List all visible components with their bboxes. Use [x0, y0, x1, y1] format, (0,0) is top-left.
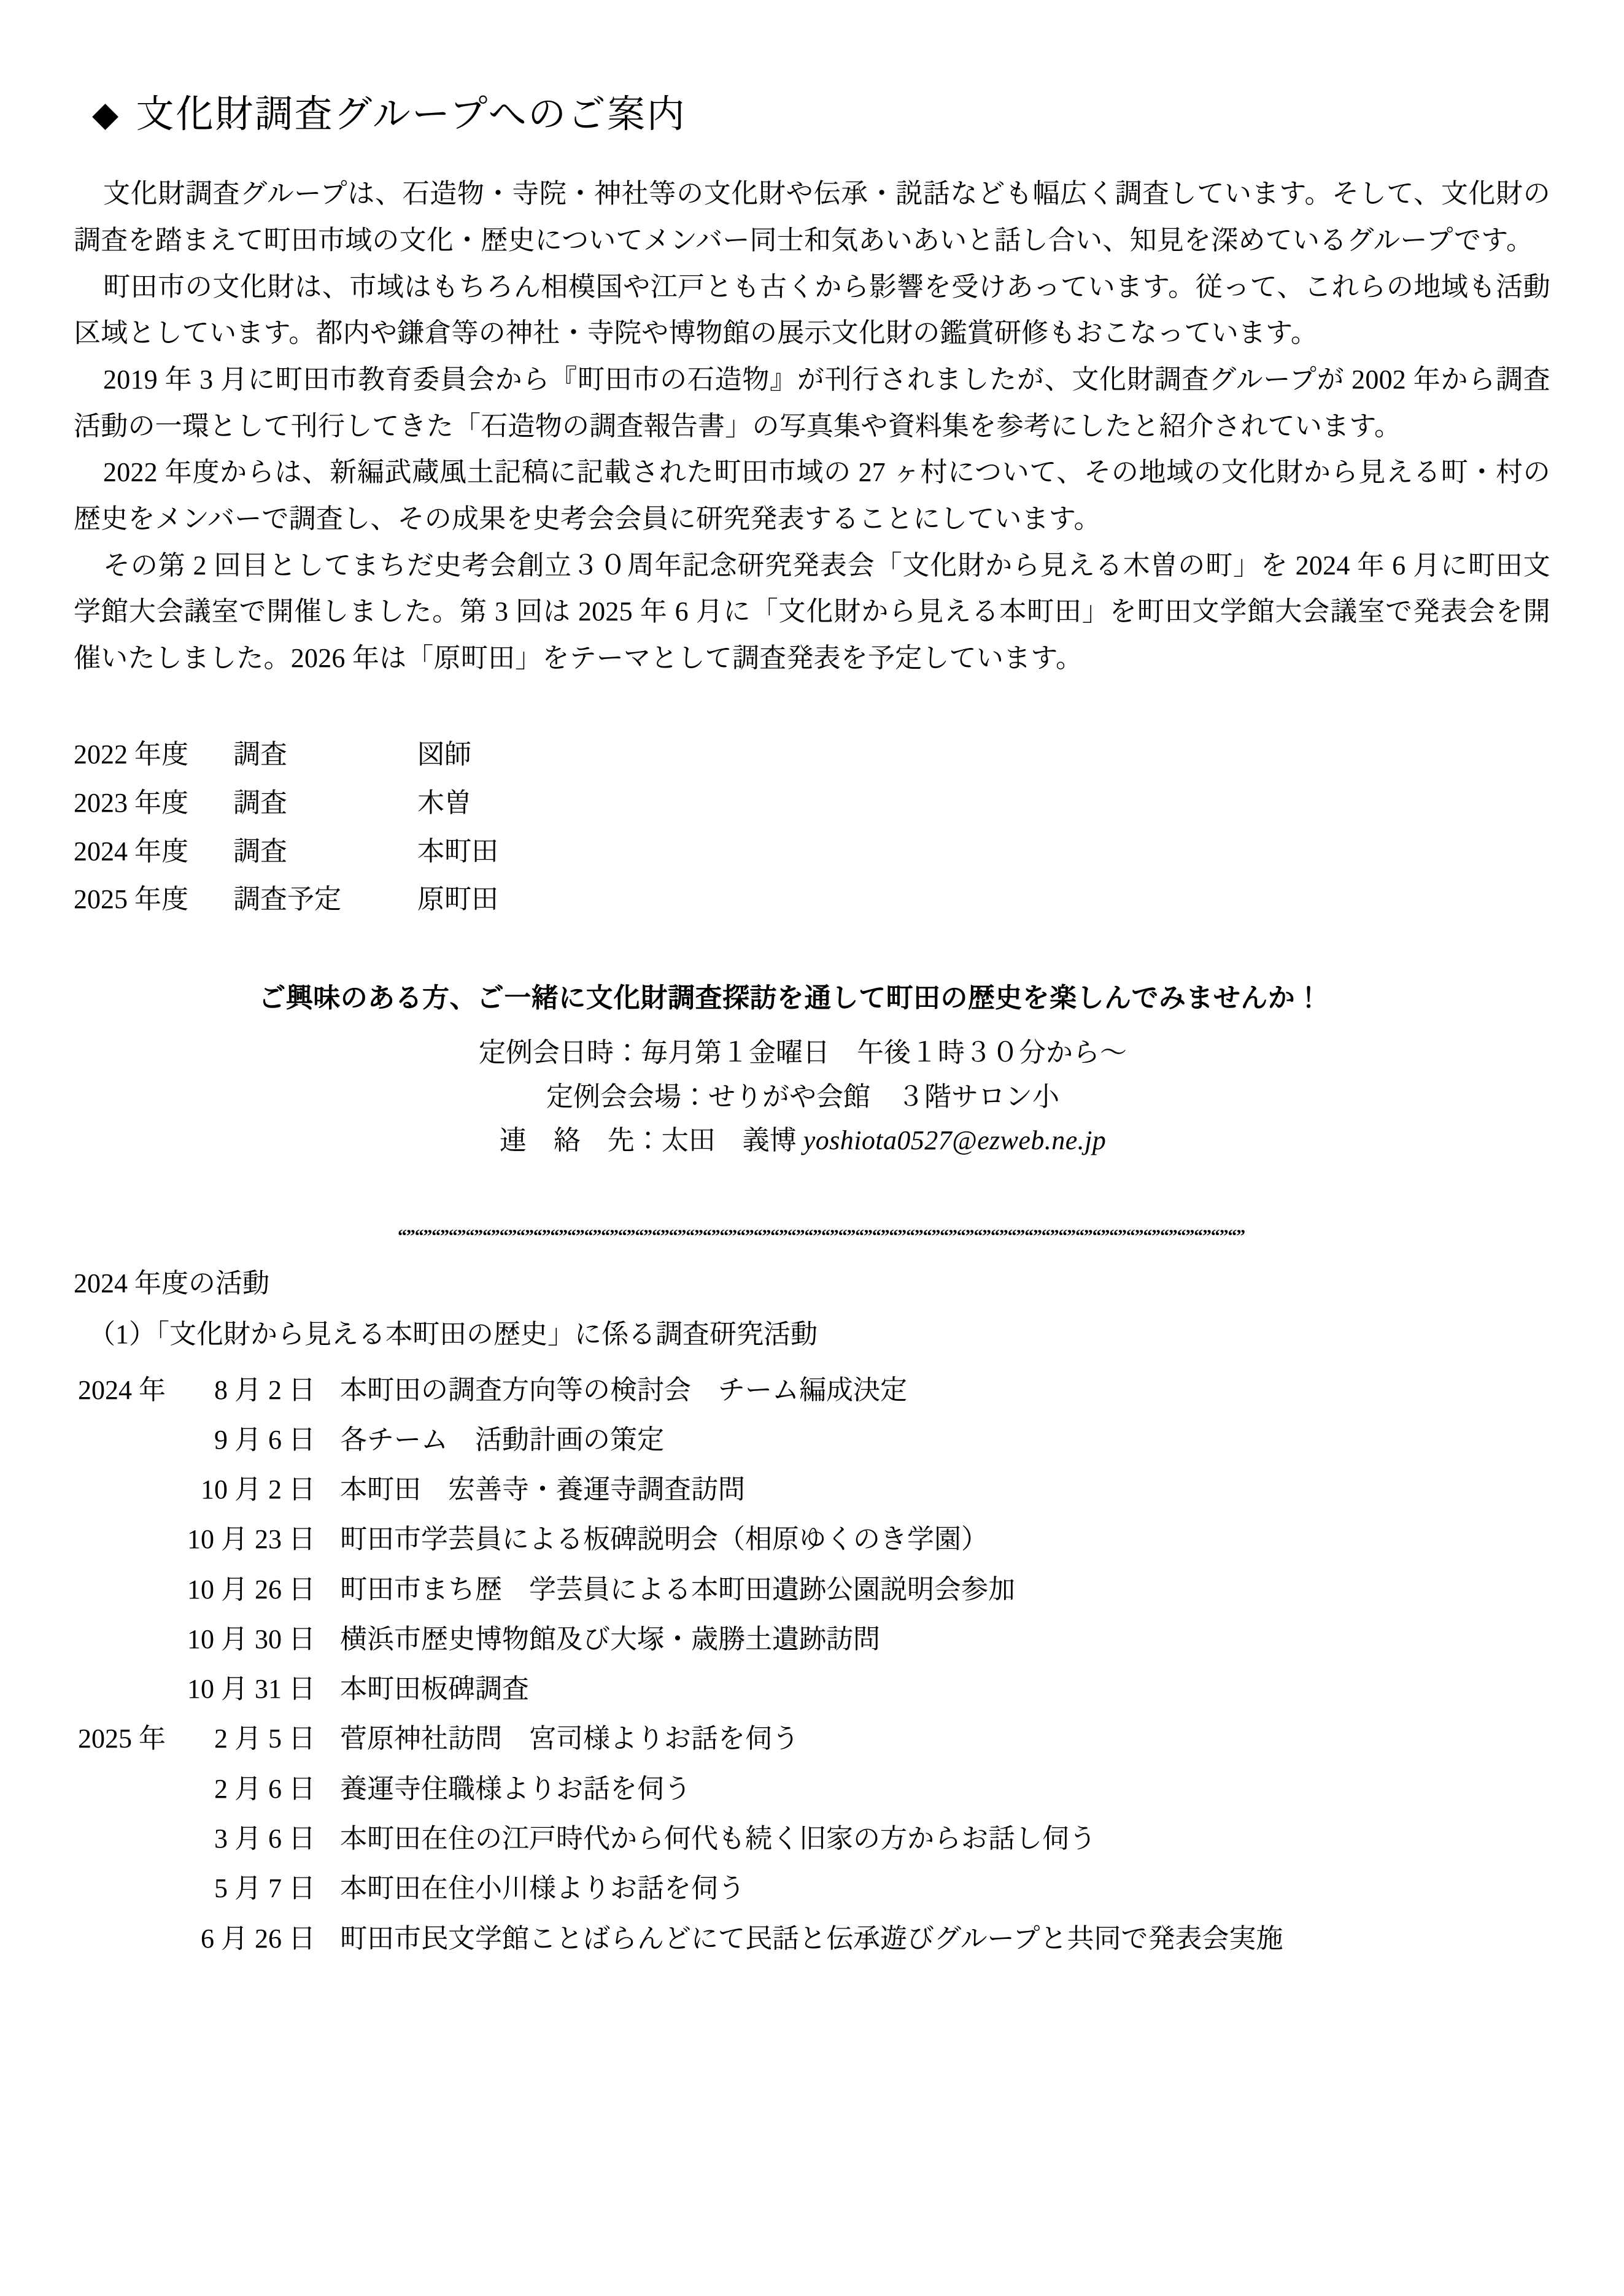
page-title: [74, 92, 1550, 137]
activity-text: 本町田在住小川様よりお話を伺う: [340, 1873, 745, 1904]
contact-block: [74, 1031, 1550, 1162]
activity-text: 町田市まち歴 学芸員による本町田遺跡公園説明会参加: [340, 1574, 1015, 1605]
activity-date: 2 月 5 日: [214, 1724, 315, 1754]
activity-list: [74, 1365, 1550, 1963]
activity-text: 町田市学芸員による板碑説明会（相原ゆくのき学園）: [340, 1524, 988, 1555]
survey-year: 2025 年度: [74, 884, 188, 915]
contact-email[interactable]: yoshiota0527@ezweb.ne.jp: [803, 1125, 1107, 1155]
list-item: [74, 1365, 1550, 1415]
diamond-bullet-icon: ◆: [92, 96, 120, 134]
survey-kind: 調査: [233, 787, 287, 818]
survey-kind: 調査予定: [233, 884, 341, 915]
activity-text: 本町田板碑調査: [340, 1674, 529, 1705]
list-item: [74, 1764, 1550, 1814]
decorative-divider: “”“”“”“”“”“”“”“”“”“”“”“”“”“”“”“”“”“”“”“”“”“”“”“”“”“”“”“”“”“”“”“”“”“”“”“”“”“”“”“”“”“”“”“”“”“”“”“”“”“”: [397, 1226, 1245, 1247]
activity-date: 8 月 2 日: [214, 1374, 315, 1405]
page-title-text: 文化財調査グループへのご案内: [136, 94, 687, 136]
activity-text: 菅原神社訪問 宮司様よりお話を伺う: [340, 1724, 799, 1754]
intro-paragraph-5: その第 2 回目としてまちだ史考会創立３０周年記念研究発表会「文化財から見える木曽の町」を 2024 年 6 月に町田文学館大会議室で開催しました。第 3 回は 2025 年 6 月に「文化財から見える本町田」を町田文学館大会議室で発表会を開催いたしました。2026 年は「原町田」をテーマとして調査発表を予定しています。: [74, 550, 1550, 674]
contact-label: 連 絡 先：太田 義博: [499, 1125, 797, 1155]
intro-paragraph-4: 2022 年度からは、新編武蔵風土記稿に記載された町田市域の 27 ヶ村について、その地域の文化財から見える町・村の歴史をメンバーで調査し、その成果を史考会会員に研究発表することにしています。: [74, 457, 1550, 534]
list-item: [74, 1514, 1550, 1564]
contact-row: [74, 1119, 1532, 1162]
activity-text: 町田市民文学館ことばらんどにて民話と伝承遊びグループと共同で発表会実施: [340, 1923, 1283, 1954]
table-row: [74, 734, 601, 783]
list-item: [74, 1614, 1550, 1664]
list-item: [74, 1714, 1550, 1763]
list-item: [74, 1415, 1550, 1465]
activity-date: 3 月 6 日: [214, 1824, 315, 1854]
survey-target: 木曽: [417, 787, 471, 818]
survey-kind: 調査: [233, 739, 287, 769]
activity-text: 本町田 宏善寺・養運寺調査訪問: [340, 1474, 745, 1505]
survey-year: 2024 年度: [74, 836, 188, 866]
activity-text: 各チーム 活動計画の策定: [340, 1424, 664, 1455]
invitation-headline: ご興味のある方、ご一緒に文化財調査探訪を通して町田の歴史を楽しんでみませんか！: [258, 983, 1323, 1014]
survey-year: 2023 年度: [74, 787, 188, 818]
intro-paragraph-3: 2019 年 3 月に町田市教育委員会から『町田市の石造物』が刊行されましたが、文化財調査グループが 2002 年から調査活動の一環として刊行してきた「石造物の調査報告書」の写真集や資料集を参考にしたと紹介されています。: [74, 364, 1550, 441]
activity-text: 養運寺住職様よりお話を伺う: [340, 1773, 691, 1804]
list-item: [74, 1565, 1550, 1614]
activity-date: 9 月 6 日: [214, 1424, 315, 1455]
survey-target: 図師: [417, 739, 471, 769]
activity-date: 2 月 6 日: [214, 1773, 315, 1804]
intro-paragraph-1: 文化財調査グループは、石造物・寺院・神社等の文化財や伝承・説話なども幅広く調査しています。そして、文化財の調査を踏まえて町田市域の文化・歴史についてメンバー同士和気あいあいと話し合い、知見を深めているグループです。: [74, 179, 1550, 256]
meeting-place: 定例会会場：せりがや会館 ３階サロン小: [546, 1081, 1059, 1112]
activity-year: 2025 年: [78, 1724, 166, 1754]
list-item: [74, 1814, 1550, 1863]
intro-paragraph-2: 町田市の文化財は、市域はもちろん相模国や江戸とも古くから影響を受けあっています。従って、これらの地域も活動区域としています。都内や鎌倉等の神社・寺院や博物館の展示文化財の鑑賞研修もおこなっています。: [74, 271, 1550, 349]
survey-year-table: [74, 734, 601, 928]
activity-date: 10 月 23 日: [187, 1524, 315, 1555]
activity-date: 10 月 31 日: [187, 1674, 315, 1705]
activity-date: 10 月 2 日: [201, 1474, 315, 1505]
table-row: [74, 879, 601, 928]
list-item: [74, 1664, 1550, 1714]
activity-text: 本町田の調査方向等の検討会 チーム編成決定: [340, 1374, 907, 1405]
survey-kind: 調査: [233, 836, 287, 866]
meeting-datetime: 定例会日時：毎月第１金曜日 午後１時３０分から～: [479, 1038, 1127, 1068]
survey-year: 2022 年度: [74, 739, 188, 769]
table-row: [74, 783, 601, 831]
activity-text: 本町田在住の江戸時代から何代も続く旧家の方からお話し伺う: [340, 1824, 1096, 1854]
list-item: [74, 1863, 1550, 1913]
activity-date: 10 月 26 日: [187, 1574, 315, 1605]
survey-target: 本町田: [417, 836, 498, 866]
activity-section-heading: 2024 年度の活動: [74, 1268, 269, 1299]
activity-text: 横浜市歴史博物館及び大塚・歳勝土遺跡訪問: [340, 1624, 880, 1654]
activity-date: 5 月 7 日: [214, 1873, 315, 1904]
list-item: [74, 1914, 1550, 1963]
activity-year: 2024 年: [78, 1374, 166, 1405]
activity-date: 10 月 30 日: [187, 1624, 315, 1654]
table-row: [74, 831, 601, 880]
activity-subsection-heading: （1）「文化財から見える本町田の歴史」に係る調査研究活動: [88, 1319, 818, 1350]
list-item: [74, 1465, 1550, 1514]
activity-date: 6 月 26 日: [201, 1923, 315, 1954]
survey-target: 原町田: [417, 884, 498, 915]
